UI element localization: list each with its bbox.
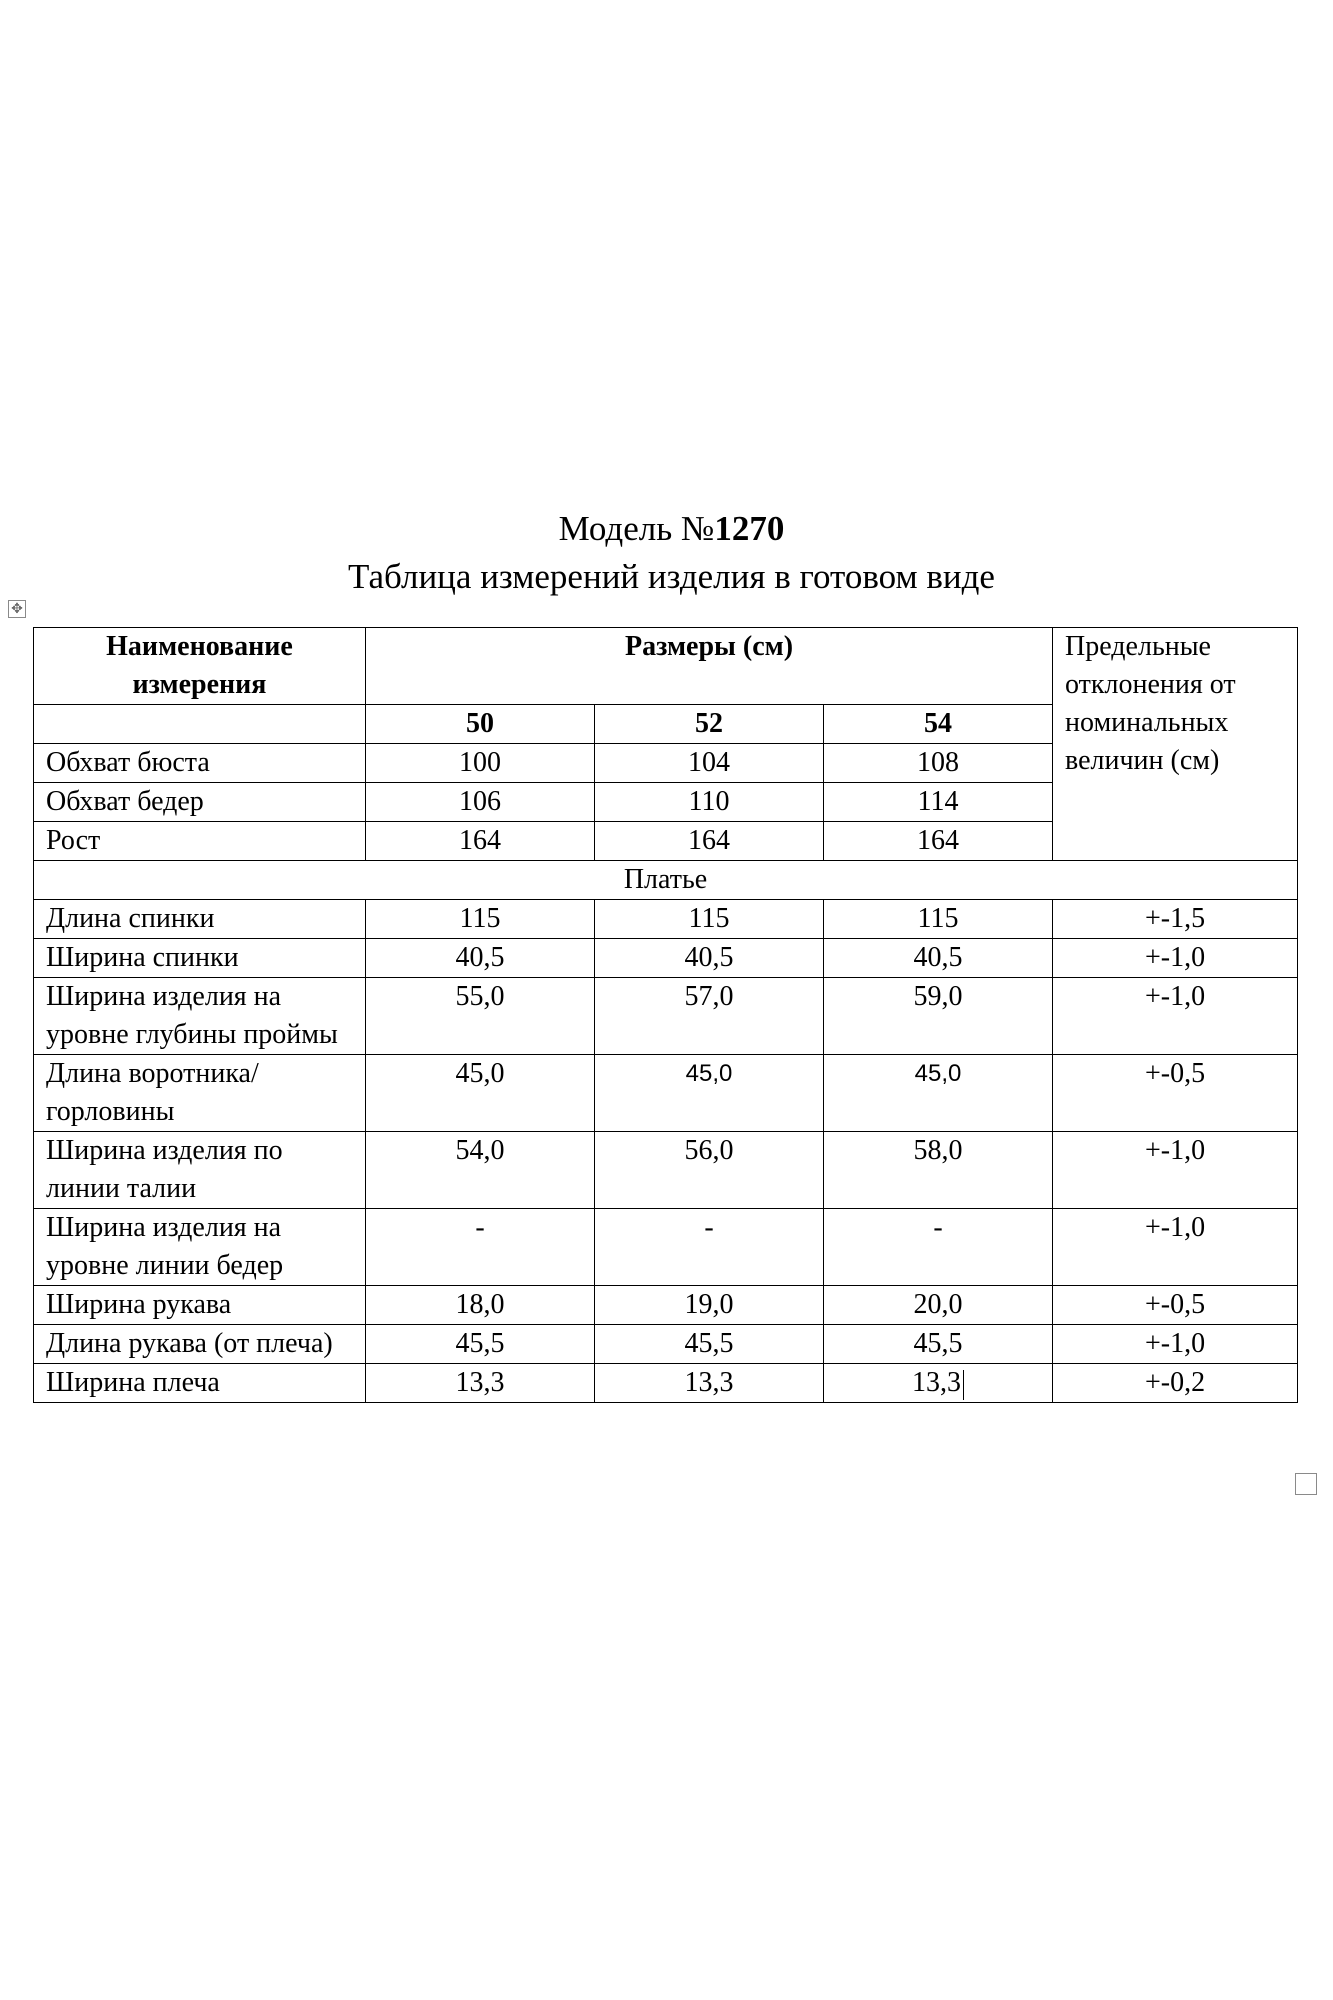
- row-name: Ширина изделия на уровне линии бедер: [34, 1209, 366, 1286]
- row-tolerance: +-0,2: [1053, 1364, 1298, 1403]
- row-value: 54,0: [366, 1132, 595, 1209]
- row-name: Обхват бюста: [34, 744, 366, 783]
- text-cursor: [963, 1370, 964, 1400]
- row-value: 45,0: [595, 1055, 824, 1132]
- row-tolerance: +-1,0: [1053, 1209, 1298, 1286]
- row-value: 13,3: [366, 1364, 595, 1403]
- table-row: [34, 1364, 1298, 1403]
- model-title: [0, 505, 1333, 553]
- row-value: 45,0: [824, 1055, 1053, 1132]
- resize-square-icon[interactable]: [1295, 1473, 1317, 1495]
- row-value: 114: [824, 783, 1053, 822]
- row-value: 40,5: [366, 939, 595, 978]
- row-value: 19,0: [595, 1286, 824, 1325]
- row-value: 40,5: [824, 939, 1053, 978]
- table-header-row: [34, 628, 1298, 705]
- header-tolerance-cell: Предельные отклонения от номинальных величин (см): [1053, 628, 1298, 861]
- row-tolerance: +-0,5: [1053, 1055, 1298, 1132]
- row-value-with-cursor: [824, 1364, 1053, 1403]
- table-row: [34, 900, 1298, 939]
- row-value: -: [824, 1209, 1053, 1286]
- row-value: 58,0: [824, 1132, 1053, 1209]
- row-value: 104: [595, 744, 824, 783]
- size-label: 52: [595, 705, 824, 744]
- size-label: 50: [366, 705, 595, 744]
- row-name: Длина рукава (от плеча): [34, 1325, 366, 1364]
- row-value: 13,3: [912, 1367, 961, 1398]
- row-value: 20,0: [824, 1286, 1053, 1325]
- row-tolerance: +-1,0: [1053, 978, 1298, 1055]
- row-value: 13,3: [595, 1364, 824, 1403]
- row-value: 18,0: [366, 1286, 595, 1325]
- row-value: 164: [595, 822, 824, 861]
- row-value: 59,0: [824, 978, 1053, 1055]
- row-value: 45,0: [366, 1055, 595, 1132]
- table-row: [34, 978, 1298, 1055]
- row-value: 45,5: [366, 1325, 595, 1364]
- row-value: 55,0: [366, 978, 595, 1055]
- model-title-prefix: Модель №: [558, 509, 715, 548]
- row-value: 115: [595, 900, 824, 939]
- row-name: Ширина изделия на уровне глубины проймы: [34, 978, 366, 1055]
- row-name: Длина воротника/горловины: [34, 1055, 366, 1132]
- model-number: 1270: [714, 509, 785, 548]
- row-name: Ширина плеча: [34, 1364, 366, 1403]
- row-value: 40,5: [595, 939, 824, 978]
- row-value: 106: [366, 783, 595, 822]
- move-cross-icon[interactable]: ✥: [8, 600, 26, 618]
- empty-cell: [34, 705, 366, 744]
- row-value: -: [595, 1209, 824, 1286]
- row-value: 164: [824, 822, 1053, 861]
- row-name: Ширина рукава: [34, 1286, 366, 1325]
- document-title: [0, 505, 1333, 601]
- section-row: [34, 861, 1298, 900]
- row-tolerance: +-1,5: [1053, 900, 1298, 939]
- row-value: 57,0: [595, 978, 824, 1055]
- row-value: 164: [366, 822, 595, 861]
- row-value: 115: [366, 900, 595, 939]
- row-tolerance: +-1,0: [1053, 1132, 1298, 1209]
- row-name: Ширина спинки: [34, 939, 366, 978]
- row-value: 45,5: [824, 1325, 1053, 1364]
- row-name: Обхват бедер: [34, 783, 366, 822]
- row-tolerance: +-0,5: [1053, 1286, 1298, 1325]
- row-tolerance: +-1,0: [1053, 1325, 1298, 1364]
- row-name: Ширина изделия по линии талии: [34, 1132, 366, 1209]
- row-tolerance: +-1,0: [1053, 939, 1298, 978]
- row-name: Рост: [34, 822, 366, 861]
- table-row: [34, 1325, 1298, 1364]
- row-value: 56,0: [595, 1132, 824, 1209]
- section-label: Платье: [34, 861, 1298, 900]
- row-value: 110: [595, 783, 824, 822]
- row-name: Длина спинки: [34, 900, 366, 939]
- row-value: 45,5: [595, 1325, 824, 1364]
- row-value: -: [366, 1209, 595, 1286]
- header-name-cell: Наименование измерения: [34, 628, 366, 705]
- table-row: [34, 1286, 1298, 1325]
- table-row: [34, 1209, 1298, 1286]
- row-value: 108: [824, 744, 1053, 783]
- table-row: [34, 1132, 1298, 1209]
- measurement-table: [33, 627, 1298, 1403]
- table-row: [34, 939, 1298, 978]
- table-row: [34, 1055, 1298, 1132]
- row-value: 115: [824, 900, 1053, 939]
- size-label: 54: [824, 705, 1053, 744]
- header-sizes-cell: Размеры (см): [366, 628, 1053, 705]
- table-subtitle: Таблица измерений изделия в готовом виде: [348, 557, 995, 596]
- row-value: 100: [366, 744, 595, 783]
